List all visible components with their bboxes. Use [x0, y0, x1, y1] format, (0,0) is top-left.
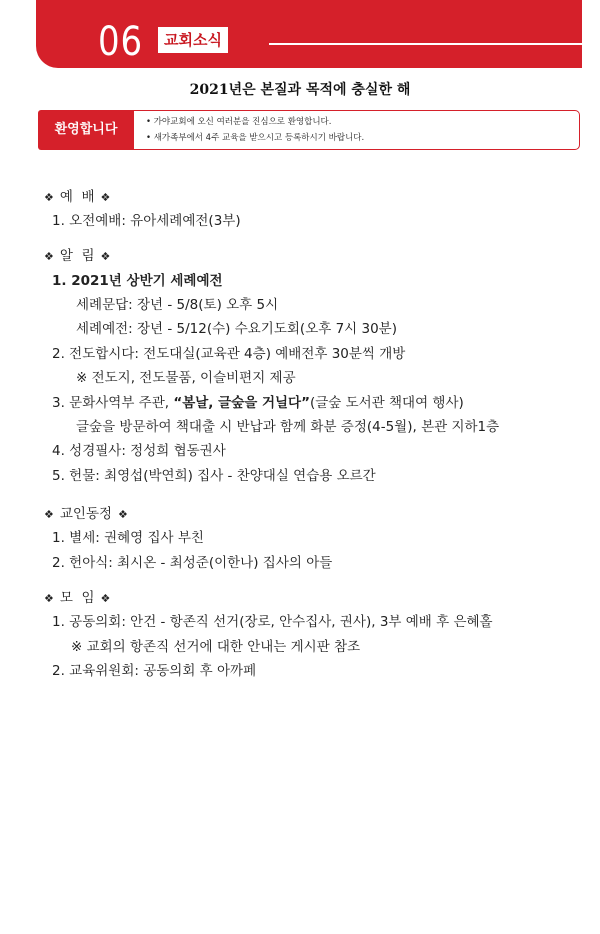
welcome-box [38, 110, 582, 150]
list-item: 세례예전: 장년 - 5/12(수) 수요기도회(오후 7시 30분) [76, 321, 397, 337]
section-title: 교회소식 [158, 27, 228, 53]
welcome-message-box [134, 110, 580, 150]
welcome-item: • 새가족부에서 4주 교육을 받으시고 등록하시기 바랍니다. [146, 133, 365, 143]
list-item: 2. 교육위원회: 공동의회 후 아까페 [52, 663, 257, 679]
diamond-icon: ❖ [100, 250, 111, 263]
page-headline: 2021년은 본질과 목적에 충실한 해 [189, 82, 411, 98]
list-item: 1. 오전예배: 유아세례예전(3부) [52, 213, 241, 229]
list-item: ※ 전도지, 전도물품, 이슬비편지 제공 [76, 370, 296, 386]
list-item: 글숲을 방문하여 책대출 시 반납과 함께 화분 증정(4-5월), 본관 지하1층 [76, 419, 500, 435]
list-item: 4. 성경필사: 정성희 협동권사 [52, 443, 226, 459]
section-number: 06 [98, 19, 143, 65]
welcome-label: 환영합니다 [38, 110, 134, 150]
header-divider [269, 43, 600, 45]
section-heading-members: ❖ 교인동정 ❖ [44, 506, 128, 522]
bullet-icon: • [146, 133, 152, 143]
list-item: 3. 문화사역부 주관, “봄날, 글숲을 거닐다”(글숲 도서관 책대여 행사) [52, 395, 464, 411]
list-item: ※ 교회의 항존직 선거에 대한 안내는 게시판 참조 [71, 639, 361, 655]
diamond-icon: ❖ [118, 508, 128, 521]
section-header [36, 0, 582, 68]
section-heading-notice: ❖ 알 림 ❖ [44, 248, 111, 264]
event-title: “봄날, 글숲을 거닐다” [173, 395, 310, 411]
section-heading-worship: ❖ 예 배 ❖ [44, 189, 111, 205]
diamond-icon: ❖ [44, 250, 54, 263]
list-item: 1. 공동의회: 안건 - 항존직 선거(장로, 안수집사, 권사), 3부 예배 후 은혜홀 [52, 614, 493, 630]
list-item: 세례문답: 장년 - 5/8(토) 오후 5시 [76, 297, 279, 313]
bullet-icon: • [146, 117, 152, 127]
diamond-icon: ❖ [100, 191, 111, 204]
diamond-icon: ❖ [44, 508, 54, 521]
list-item: 1. 2021년 상반기 세례예전 [52, 273, 223, 289]
diamond-icon: ❖ [44, 592, 54, 605]
welcome-item: • 가야교회에 오신 여러분을 진심으로 환영합니다. [146, 117, 332, 127]
diamond-icon: ❖ [44, 191, 54, 204]
list-item: 2. 헌아식: 최시온 - 최성준(이한나) 집사의 아들 [52, 555, 333, 571]
diamond-icon: ❖ [100, 592, 111, 605]
list-item: 2. 전도합시다: 전도대실(교육관 4층) 예배전후 30분씩 개방 [52, 346, 406, 362]
list-item: 1. 별세: 권혜영 집사 부친 [52, 530, 204, 546]
section-heading-meetings: ❖ 모 임 ❖ [44, 590, 111, 606]
list-item: 5. 헌물: 최영섭(박연희) 집사 - 찬양대실 연습용 오르간 [52, 468, 376, 484]
